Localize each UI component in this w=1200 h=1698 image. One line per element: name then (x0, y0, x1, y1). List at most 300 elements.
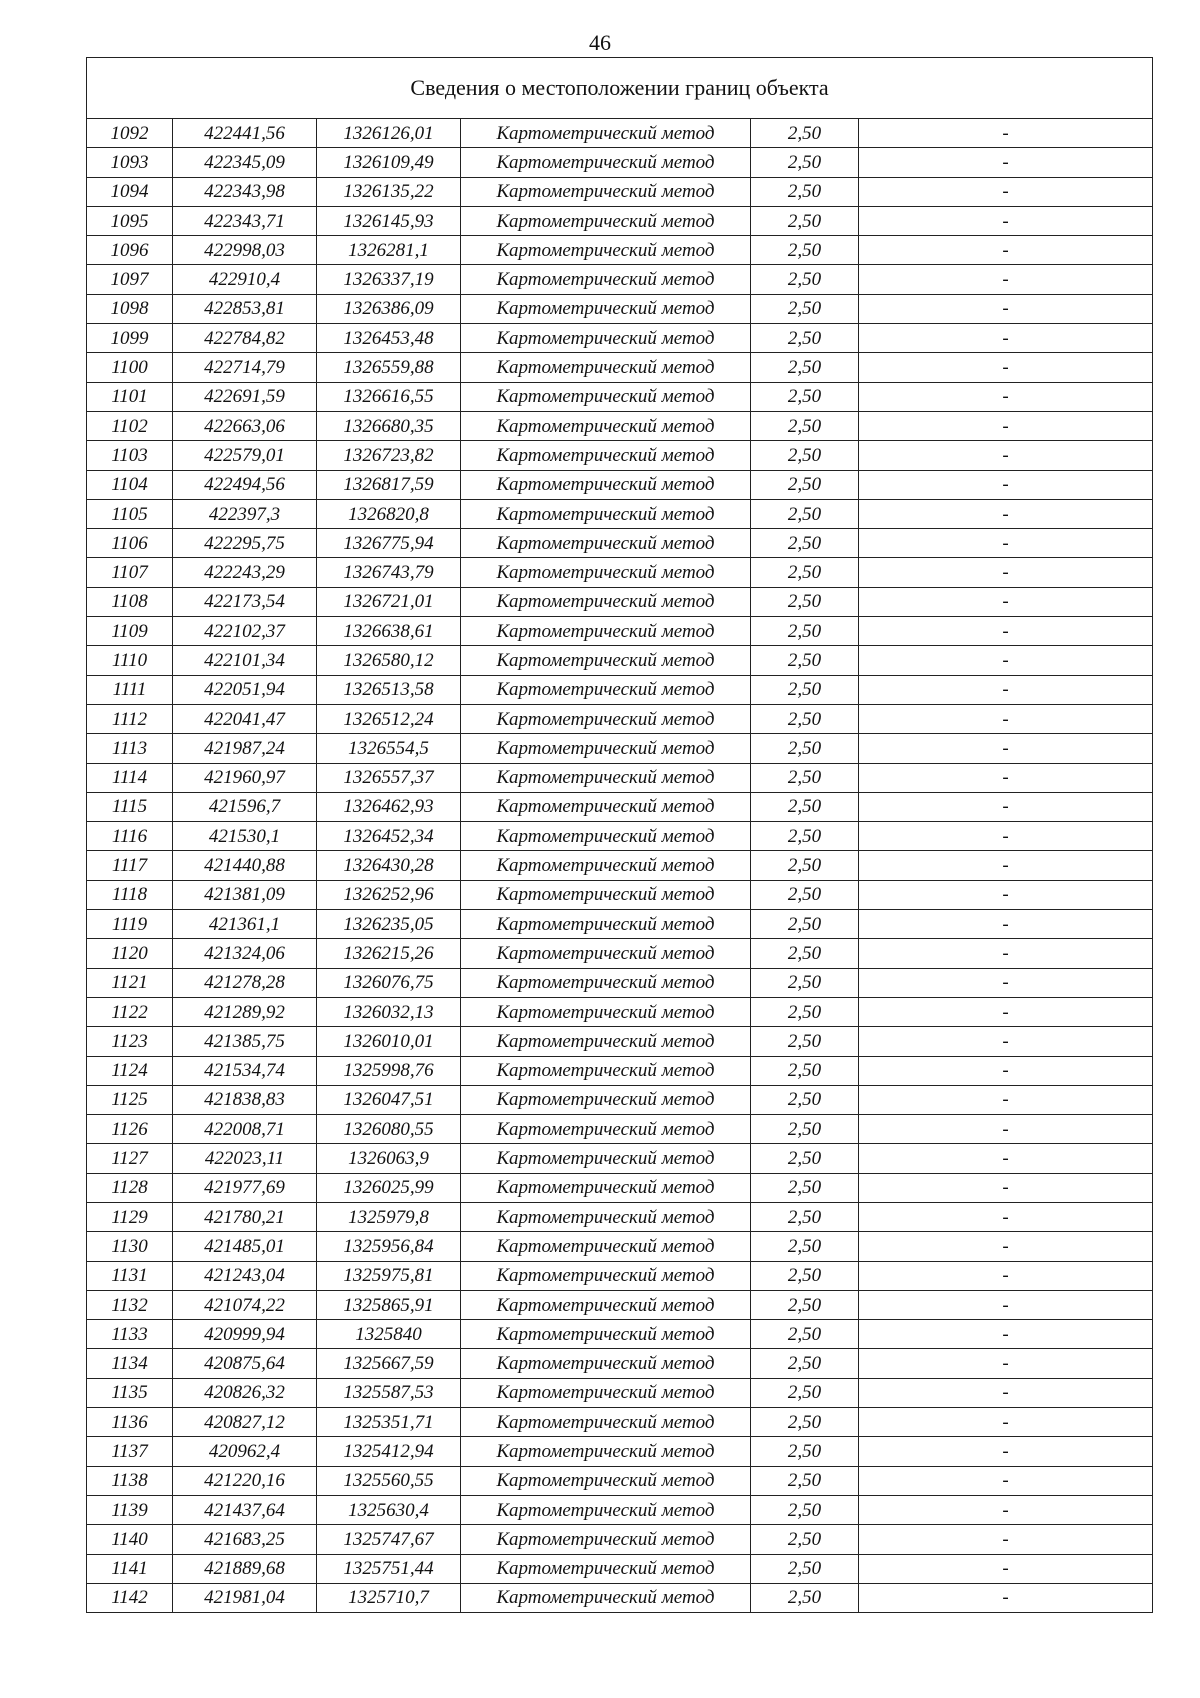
x-coordinate-cell: 421289,92 (173, 997, 317, 1026)
y-coordinate-cell: 1326076,75 (317, 968, 461, 997)
accuracy-cell: 2,50 (751, 1056, 859, 1085)
table-row (87, 499, 1153, 528)
x-coordinate-cell: 421981,04 (173, 1583, 317, 1612)
x-coordinate-cell: 422173,54 (173, 587, 317, 616)
y-coordinate-cell: 1326616,55 (317, 382, 461, 411)
y-coordinate-cell: 1326721,01 (317, 587, 461, 616)
x-coordinate-cell: 420827,12 (173, 1408, 317, 1437)
table-row (87, 1202, 1153, 1231)
method-cell: Картометрический метод (461, 792, 751, 821)
method-cell: Картометрический метод (461, 1320, 751, 1349)
x-coordinate-cell: 422345,09 (173, 148, 317, 177)
table-row (87, 1525, 1153, 1554)
y-coordinate-cell: 1325667,59 (317, 1349, 461, 1378)
table-row (87, 1437, 1153, 1466)
point-number-cell: 1109 (87, 617, 173, 646)
accuracy-cell: 2,50 (751, 1495, 859, 1524)
x-coordinate-cell: 421361,1 (173, 910, 317, 939)
method-cell: Картометрический метод (461, 558, 751, 587)
table-row (87, 294, 1153, 323)
y-coordinate-cell: 1326281,1 (317, 236, 461, 265)
y-coordinate-cell: 1325979,8 (317, 1202, 461, 1231)
y-coordinate-cell: 1326032,13 (317, 997, 461, 1026)
accuracy-cell: 2,50 (751, 265, 859, 294)
point-number-cell: 1126 (87, 1115, 173, 1144)
description-cell: - (859, 1173, 1153, 1202)
description-cell: - (859, 1583, 1153, 1612)
point-number-cell: 1130 (87, 1232, 173, 1261)
y-coordinate-cell: 1326453,48 (317, 324, 461, 353)
y-coordinate-cell: 1326430,28 (317, 851, 461, 880)
table-row (87, 822, 1153, 851)
accuracy-cell: 2,50 (751, 382, 859, 411)
method-cell: Картометрический метод (461, 1437, 751, 1466)
table-row (87, 1056, 1153, 1085)
x-coordinate-cell: 422691,59 (173, 382, 317, 411)
accuracy-cell: 2,50 (751, 324, 859, 353)
accuracy-cell: 2,50 (751, 851, 859, 880)
method-cell: Картометрический метод (461, 910, 751, 939)
table-row (87, 997, 1153, 1026)
x-coordinate-cell: 421596,7 (173, 792, 317, 821)
x-coordinate-cell: 421074,22 (173, 1290, 317, 1319)
accuracy-cell: 2,50 (751, 646, 859, 675)
accuracy-cell: 2,50 (751, 353, 859, 382)
table-row (87, 587, 1153, 616)
description-cell: - (859, 529, 1153, 558)
y-coordinate-cell: 1326513,58 (317, 675, 461, 704)
method-cell: Картометрический метод (461, 704, 751, 733)
y-coordinate-cell: 1325975,81 (317, 1261, 461, 1290)
x-coordinate-cell: 422343,98 (173, 177, 317, 206)
point-number-cell: 1128 (87, 1173, 173, 1202)
accuracy-cell: 2,50 (751, 1027, 859, 1056)
description-cell: - (859, 880, 1153, 909)
table-row (87, 617, 1153, 646)
point-number-cell: 1099 (87, 324, 173, 353)
table-row (87, 236, 1153, 265)
description-cell: - (859, 1056, 1153, 1085)
x-coordinate-cell: 422023,11 (173, 1144, 317, 1173)
method-cell: Картометрический метод (461, 1290, 751, 1319)
y-coordinate-cell: 1326820,8 (317, 499, 461, 528)
accuracy-cell: 2,50 (751, 1408, 859, 1437)
accuracy-cell: 2,50 (751, 1466, 859, 1495)
description-cell: - (859, 119, 1153, 148)
table-row (87, 119, 1153, 148)
y-coordinate-cell: 1325747,67 (317, 1525, 461, 1554)
description-cell: - (859, 1144, 1153, 1173)
table-row (87, 763, 1153, 792)
x-coordinate-cell: 422441,56 (173, 119, 317, 148)
method-cell: Картометрический метод (461, 617, 751, 646)
point-number-cell: 1093 (87, 148, 173, 177)
method-cell: Картометрический метод (461, 441, 751, 470)
table-title: Сведения о местоположении границ объекта (87, 58, 1153, 119)
table-row (87, 1408, 1153, 1437)
point-number-cell: 1095 (87, 206, 173, 235)
point-number-cell: 1113 (87, 734, 173, 763)
y-coordinate-cell: 1326554,5 (317, 734, 461, 763)
description-cell: - (859, 558, 1153, 587)
method-cell: Картометрический метод (461, 1056, 751, 1085)
description-cell: - (859, 1320, 1153, 1349)
description-cell: - (859, 324, 1153, 353)
x-coordinate-cell: 422714,79 (173, 353, 317, 382)
description-cell: - (859, 704, 1153, 733)
table-row (87, 1495, 1153, 1524)
table-row (87, 265, 1153, 294)
point-number-cell: 1122 (87, 997, 173, 1026)
table-row (87, 1261, 1153, 1290)
method-cell: Картометрический метод (461, 675, 751, 704)
x-coordinate-cell: 421385,75 (173, 1027, 317, 1056)
accuracy-cell: 2,50 (751, 997, 859, 1026)
accuracy-cell: 2,50 (751, 1349, 859, 1378)
y-coordinate-cell: 1326743,79 (317, 558, 461, 587)
x-coordinate-cell: 421278,28 (173, 968, 317, 997)
point-number-cell: 1115 (87, 792, 173, 821)
table-row (87, 558, 1153, 587)
point-number-cell: 1107 (87, 558, 173, 587)
description-cell: - (859, 441, 1153, 470)
y-coordinate-cell: 1326145,93 (317, 206, 461, 235)
description-cell: - (859, 236, 1153, 265)
x-coordinate-cell: 422101,34 (173, 646, 317, 675)
description-cell: - (859, 1466, 1153, 1495)
method-cell: Картометрический метод (461, 1115, 751, 1144)
accuracy-cell: 2,50 (751, 675, 859, 704)
description-cell: - (859, 1085, 1153, 1114)
point-number-cell: 1103 (87, 441, 173, 470)
description-cell: - (859, 646, 1153, 675)
method-cell: Картометрический метод (461, 1466, 751, 1495)
boundary-coordinates-table (86, 57, 1153, 1613)
table-row (87, 148, 1153, 177)
y-coordinate-cell: 1325587,53 (317, 1378, 461, 1407)
point-number-cell: 1100 (87, 353, 173, 382)
y-coordinate-cell: 1326638,61 (317, 617, 461, 646)
point-number-cell: 1134 (87, 1349, 173, 1378)
method-cell: Картометрический метод (461, 968, 751, 997)
method-cell: Картометрический метод (461, 265, 751, 294)
table-row (87, 646, 1153, 675)
accuracy-cell: 2,50 (751, 792, 859, 821)
x-coordinate-cell: 422784,82 (173, 324, 317, 353)
x-coordinate-cell: 422910,4 (173, 265, 317, 294)
description-cell: - (859, 1261, 1153, 1290)
accuracy-cell: 2,50 (751, 734, 859, 763)
method-cell: Картометрический метод (461, 1349, 751, 1378)
accuracy-cell: 2,50 (751, 822, 859, 851)
method-cell: Картометрический метод (461, 470, 751, 499)
accuracy-cell: 2,50 (751, 1290, 859, 1319)
point-number-cell: 1117 (87, 851, 173, 880)
method-cell: Картометрический метод (461, 1583, 751, 1612)
x-coordinate-cell: 420875,64 (173, 1349, 317, 1378)
table-row (87, 1378, 1153, 1407)
accuracy-cell: 2,50 (751, 704, 859, 733)
y-coordinate-cell: 1326337,19 (317, 265, 461, 294)
y-coordinate-cell: 1326680,35 (317, 411, 461, 440)
y-coordinate-cell: 1325710,7 (317, 1583, 461, 1612)
description-cell: - (859, 382, 1153, 411)
accuracy-cell: 2,50 (751, 1173, 859, 1202)
x-coordinate-cell: 421683,25 (173, 1525, 317, 1554)
x-coordinate-cell: 421987,24 (173, 734, 317, 763)
point-number-cell: 1118 (87, 880, 173, 909)
point-number-cell: 1112 (87, 704, 173, 733)
point-number-cell: 1127 (87, 1144, 173, 1173)
description-cell: - (859, 353, 1153, 382)
point-number-cell: 1125 (87, 1085, 173, 1114)
y-coordinate-cell: 1326135,22 (317, 177, 461, 206)
point-number-cell: 1106 (87, 529, 173, 558)
x-coordinate-cell: 422008,71 (173, 1115, 317, 1144)
point-number-cell: 1094 (87, 177, 173, 206)
y-coordinate-cell: 1326215,26 (317, 939, 461, 968)
y-coordinate-cell: 1326109,49 (317, 148, 461, 177)
table-row (87, 792, 1153, 821)
description-cell: - (859, 1554, 1153, 1583)
table-row (87, 1349, 1153, 1378)
accuracy-cell: 2,50 (751, 587, 859, 616)
x-coordinate-cell: 421530,1 (173, 822, 317, 851)
accuracy-cell: 2,50 (751, 910, 859, 939)
x-coordinate-cell: 421838,83 (173, 1085, 317, 1114)
x-coordinate-cell: 421960,97 (173, 763, 317, 792)
y-coordinate-cell: 1325751,44 (317, 1554, 461, 1583)
y-coordinate-cell: 1325865,91 (317, 1290, 461, 1319)
method-cell: Картометрический метод (461, 1085, 751, 1114)
y-coordinate-cell: 1326462,93 (317, 792, 461, 821)
accuracy-cell: 2,50 (751, 763, 859, 792)
accuracy-cell: 2,50 (751, 1525, 859, 1554)
accuracy-cell: 2,50 (751, 441, 859, 470)
point-number-cell: 1102 (87, 411, 173, 440)
y-coordinate-cell: 1326452,34 (317, 822, 461, 851)
description-cell: - (859, 851, 1153, 880)
x-coordinate-cell: 422041,47 (173, 704, 317, 733)
description-cell: - (859, 470, 1153, 499)
accuracy-cell: 2,50 (751, 1320, 859, 1349)
x-coordinate-cell: 422853,81 (173, 294, 317, 323)
y-coordinate-cell: 1326063,9 (317, 1144, 461, 1173)
y-coordinate-cell: 1326723,82 (317, 441, 461, 470)
x-coordinate-cell: 420826,32 (173, 1378, 317, 1407)
point-number-cell: 1092 (87, 119, 173, 148)
method-cell: Картометрический метод (461, 1554, 751, 1583)
page-number: 46 (589, 30, 611, 55)
description-cell: - (859, 148, 1153, 177)
point-number-cell: 1101 (87, 382, 173, 411)
table-row (87, 206, 1153, 235)
table-row (87, 939, 1153, 968)
x-coordinate-cell: 422998,03 (173, 236, 317, 265)
description-cell: - (859, 939, 1153, 968)
point-number-cell: 1120 (87, 939, 173, 968)
table-row (87, 1320, 1153, 1349)
method-cell: Картометрический метод (461, 1525, 751, 1554)
accuracy-cell: 2,50 (751, 119, 859, 148)
point-number-cell: 1139 (87, 1495, 173, 1524)
point-number-cell: 1108 (87, 587, 173, 616)
description-cell: - (859, 177, 1153, 206)
method-cell: Картометрический метод (461, 1144, 751, 1173)
point-number-cell: 1140 (87, 1525, 173, 1554)
table-title-row (87, 58, 1153, 119)
description-cell: - (859, 1408, 1153, 1437)
method-cell: Картометрический метод (461, 382, 751, 411)
table-row (87, 1290, 1153, 1319)
point-number-cell: 1138 (87, 1466, 173, 1495)
x-coordinate-cell: 422051,94 (173, 675, 317, 704)
table-row (87, 324, 1153, 353)
description-cell: - (859, 206, 1153, 235)
x-coordinate-cell: 421324,06 (173, 939, 317, 968)
method-cell: Картометрический метод (461, 646, 751, 675)
x-coordinate-cell: 422102,37 (173, 617, 317, 646)
accuracy-cell: 2,50 (751, 1554, 859, 1583)
method-cell: Картометрический метод (461, 851, 751, 880)
point-number-cell: 1123 (87, 1027, 173, 1056)
method-cell: Картометрический метод (461, 529, 751, 558)
table-row (87, 1027, 1153, 1056)
description-cell: - (859, 617, 1153, 646)
method-cell: Картометрический метод (461, 997, 751, 1026)
description-cell: - (859, 1290, 1153, 1319)
x-coordinate-cell: 421780,21 (173, 1202, 317, 1231)
accuracy-cell: 2,50 (751, 1261, 859, 1290)
table-row (87, 1554, 1153, 1583)
accuracy-cell: 2,50 (751, 1144, 859, 1173)
method-cell: Картометрический метод (461, 206, 751, 235)
y-coordinate-cell: 1325412,94 (317, 1437, 461, 1466)
table-row (87, 441, 1153, 470)
description-cell: - (859, 1378, 1153, 1407)
method-cell: Картометрический метод (461, 236, 751, 265)
x-coordinate-cell: 421485,01 (173, 1232, 317, 1261)
description-cell: - (859, 1027, 1153, 1056)
point-number-cell: 1131 (87, 1261, 173, 1290)
accuracy-cell: 2,50 (751, 206, 859, 235)
description-cell: - (859, 1437, 1153, 1466)
x-coordinate-cell: 421534,74 (173, 1056, 317, 1085)
accuracy-cell: 2,50 (751, 499, 859, 528)
method-cell: Картометрический метод (461, 1408, 751, 1437)
table-row (87, 177, 1153, 206)
description-cell: - (859, 411, 1153, 440)
x-coordinate-cell: 420999,94 (173, 1320, 317, 1349)
table-row (87, 704, 1153, 733)
point-number-cell: 1121 (87, 968, 173, 997)
accuracy-cell: 2,50 (751, 148, 859, 177)
method-cell: Картометрический метод (461, 177, 751, 206)
method-cell: Картометрический метод (461, 587, 751, 616)
description-cell: - (859, 1525, 1153, 1554)
y-coordinate-cell: 1326557,37 (317, 763, 461, 792)
accuracy-cell: 2,50 (751, 470, 859, 499)
y-coordinate-cell: 1326252,96 (317, 880, 461, 909)
point-number-cell: 1098 (87, 294, 173, 323)
point-number-cell: 1116 (87, 822, 173, 851)
description-cell: - (859, 265, 1153, 294)
accuracy-cell: 2,50 (751, 1378, 859, 1407)
point-number-cell: 1129 (87, 1202, 173, 1231)
table-row (87, 353, 1153, 382)
x-coordinate-cell: 422663,06 (173, 411, 317, 440)
accuracy-cell: 2,50 (751, 236, 859, 265)
point-number-cell: 1114 (87, 763, 173, 792)
point-number-cell: 1133 (87, 1320, 173, 1349)
table-row (87, 1144, 1153, 1173)
method-cell: Картометрический метод (461, 353, 751, 382)
y-coordinate-cell: 1326010,01 (317, 1027, 461, 1056)
point-number-cell: 1110 (87, 646, 173, 675)
method-cell: Картометрический метод (461, 1027, 751, 1056)
method-cell: Картометрический метод (461, 734, 751, 763)
x-coordinate-cell: 421437,64 (173, 1495, 317, 1524)
accuracy-cell: 2,50 (751, 529, 859, 558)
table-row (87, 880, 1153, 909)
x-coordinate-cell: 421977,69 (173, 1173, 317, 1202)
table-row (87, 1085, 1153, 1114)
accuracy-cell: 2,50 (751, 294, 859, 323)
x-coordinate-cell: 421243,04 (173, 1261, 317, 1290)
y-coordinate-cell: 1325956,84 (317, 1232, 461, 1261)
y-coordinate-cell: 1326559,88 (317, 353, 461, 382)
table-row (87, 1466, 1153, 1495)
y-coordinate-cell: 1325630,4 (317, 1495, 461, 1524)
description-cell: - (859, 1232, 1153, 1261)
point-number-cell: 1105 (87, 499, 173, 528)
method-cell: Картометрический метод (461, 148, 751, 177)
description-cell: - (859, 763, 1153, 792)
description-cell: - (859, 1115, 1153, 1144)
y-coordinate-cell: 1326025,99 (317, 1173, 461, 1202)
y-coordinate-cell: 1326512,24 (317, 704, 461, 733)
table-row (87, 968, 1153, 997)
x-coordinate-cell: 422494,56 (173, 470, 317, 499)
description-cell: - (859, 1349, 1153, 1378)
x-coordinate-cell: 421381,09 (173, 880, 317, 909)
point-number-cell: 1132 (87, 1290, 173, 1319)
y-coordinate-cell: 1326775,94 (317, 529, 461, 558)
accuracy-cell: 2,50 (751, 939, 859, 968)
accuracy-cell: 2,50 (751, 411, 859, 440)
method-cell: Картометрический метод (461, 939, 751, 968)
point-number-cell: 1137 (87, 1437, 173, 1466)
description-cell: - (859, 587, 1153, 616)
x-coordinate-cell: 421440,88 (173, 851, 317, 880)
description-cell: - (859, 822, 1153, 851)
method-cell: Картометрический метод (461, 822, 751, 851)
method-cell: Картометрический метод (461, 294, 751, 323)
y-coordinate-cell: 1326235,05 (317, 910, 461, 939)
description-cell: - (859, 910, 1153, 939)
y-coordinate-cell: 1326080,55 (317, 1115, 461, 1144)
point-number-cell: 1111 (87, 675, 173, 704)
accuracy-cell: 2,50 (751, 1202, 859, 1231)
table-row (87, 1232, 1153, 1261)
point-number-cell: 1104 (87, 470, 173, 499)
table-row (87, 529, 1153, 558)
accuracy-cell: 2,50 (751, 177, 859, 206)
accuracy-cell: 2,50 (751, 880, 859, 909)
y-coordinate-cell: 1325998,76 (317, 1056, 461, 1085)
x-coordinate-cell: 422397,3 (173, 499, 317, 528)
description-cell: - (859, 734, 1153, 763)
